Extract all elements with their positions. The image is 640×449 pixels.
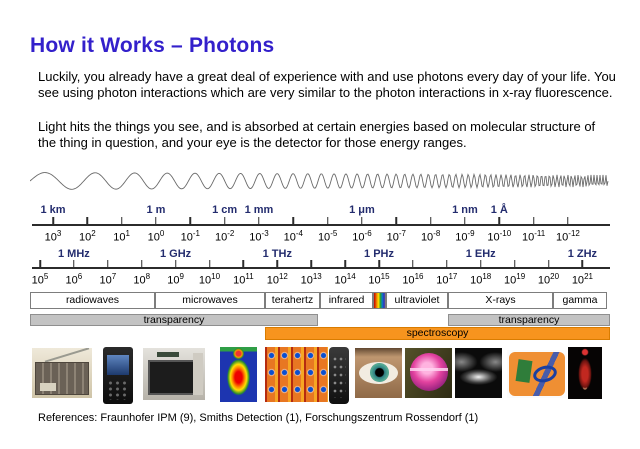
power-of-ten-label: $10^{-3}$: [249, 229, 269, 244]
band-radiowaves: radiowaves: [30, 292, 155, 309]
unit-label: 1 MHz: [58, 248, 90, 260]
human-eye-image: [355, 348, 402, 398]
spectrum-bands-row: [0, 292, 640, 309]
body-paragraph-1: Luckily, you already have a great deal of experience with and use photons every day of your life. You see using photon interactions which are very similar to the photon interactions in x-ray fluorescence.: [38, 69, 616, 100]
wavelength-unit-labels-row: [0, 204, 640, 218]
references-line: References: Fraunhofer IPM (9), Smiths Detection (1), Forschungszentrum Rossendorf (1): [38, 412, 479, 424]
ruler-tick: [499, 217, 501, 224]
unit-label: 1 PHz: [364, 248, 394, 260]
ruler-tick: [464, 217, 466, 224]
ruler-tick: [52, 217, 54, 224]
ruler-tick: [121, 217, 123, 224]
page-title: How it Works – Photons: [30, 34, 275, 57]
unit-label: 1 Å: [490, 204, 508, 216]
unit-label: 1 km: [40, 204, 66, 216]
body-paragraph-2: Light hits the things you see, and is absorbed at certain energies based on molecular structure of the thing in question, and your eye is the detector for those energy ranges.: [38, 119, 596, 150]
power-of-ten-label: $10^{21}$: [571, 272, 593, 287]
ruler-tick: [243, 260, 245, 267]
band-terahertz: terahertz: [265, 292, 320, 309]
power-of-ten-label: $10^3$: [44, 229, 62, 244]
ruler-tick: [175, 260, 177, 267]
ruler-tick: [277, 260, 279, 267]
unit-label: 1 mm: [244, 204, 274, 216]
microwave-oven-image: [143, 348, 205, 400]
wavelength-ruler-ticks: [0, 217, 640, 224]
power-of-ten-label: $10^{-11}$: [522, 229, 546, 244]
ruler-tick: [582, 260, 584, 267]
power-of-ten-label: $10^{12}$: [266, 272, 288, 287]
power-of-ten-label: $10^{-1}$: [180, 229, 200, 244]
gamma-ray-image: [568, 347, 602, 399]
power-of-ten-label: $10^{-2}$: [214, 229, 235, 244]
band-microwaves: microwaves: [155, 292, 265, 309]
ruler-tick: [107, 260, 109, 267]
ruler-tick: [73, 260, 75, 267]
power-of-ten-label: $10^7$: [99, 272, 117, 287]
band-x-rays: X-rays: [448, 292, 553, 309]
ruler-tick: [446, 260, 448, 267]
wavelength-ruler-line: [32, 224, 610, 226]
terahertz-body-scan-image: [220, 347, 257, 402]
power-of-ten-label: $10^{-8}$: [420, 229, 441, 244]
ruler-tick: [293, 217, 295, 224]
ruler-tick: [141, 260, 143, 267]
ruler-tick: [258, 217, 260, 224]
ruler-tick: [39, 260, 41, 267]
power-of-ten-label: $10^{-10}$: [487, 229, 512, 244]
ruler-tick: [412, 260, 414, 267]
power-of-ten-label: $10^{-12}$: [556, 229, 580, 244]
power-of-ten-label: $10^{-4}$: [283, 229, 303, 244]
power-of-ten-label: $10^{14}$: [334, 272, 356, 287]
power-of-ten-label: $10^5$: [31, 272, 49, 287]
luggage-xray-scan-image: [507, 350, 567, 398]
power-of-ten-label: $10^{17}$: [436, 272, 458, 287]
unit-label: 1 μm: [349, 204, 375, 216]
ruler-tick: [567, 217, 569, 224]
power-of-ten-label: $10^{-6}$: [352, 229, 372, 244]
wavelength-exponents-row: [0, 229, 640, 245]
ruler-tick: [396, 217, 398, 224]
ruler-tick: [224, 217, 226, 224]
ruler-tick: [344, 260, 346, 267]
ruler-tick: [87, 217, 89, 224]
mobile-phone-image: [103, 347, 133, 404]
power-of-ten-label: $10^{16}$: [402, 272, 424, 287]
ruler-tick: [190, 217, 192, 224]
transparency-bar-left: transparency: [30, 314, 318, 326]
frequency-ruler-line: [32, 267, 610, 269]
frequency-ruler-ticks: [0, 260, 640, 267]
power-of-ten-label: $10^{13}$: [300, 272, 322, 287]
unit-label: 1 EHz: [465, 248, 496, 260]
unit-label: 1 GHz: [160, 248, 192, 260]
tv-remote-control-image: [329, 347, 349, 404]
power-of-ten-label: $10^2$: [78, 229, 96, 244]
ruler-tick: [155, 217, 157, 224]
power-of-ten-label: $10^{15}$: [368, 272, 390, 287]
band-ultraviolet: ultraviolet: [386, 292, 448, 309]
power-of-ten-label: $10^{10}$: [198, 272, 221, 287]
chirp-wave-icon: [30, 168, 610, 194]
dental-panoramic-xray-image: [455, 348, 502, 398]
ruler-tick: [533, 217, 535, 224]
transparency-bar-right: transparency: [448, 314, 610, 326]
ruler-tick: [430, 217, 432, 224]
visible-light-band: [373, 292, 386, 309]
power-of-ten-label: $10^{11}$: [233, 272, 254, 287]
ruler-tick: [327, 217, 329, 224]
band-infrared: infrared: [320, 292, 373, 309]
power-of-ten-label: $10^8$: [133, 272, 151, 287]
unit-label: 1 cm: [212, 204, 238, 216]
unit-label: 1 nm: [452, 204, 478, 216]
ruler-tick: [310, 260, 312, 267]
power-of-ten-label: $10^0$: [147, 229, 165, 244]
power-of-ten-label: $10^{20}$: [537, 272, 560, 287]
ruler-tick: [361, 217, 363, 224]
band-gamma: gamma: [553, 292, 607, 309]
terahertz-pipe-scan-image: [265, 347, 328, 402]
power-of-ten-label: $10^1$: [113, 229, 131, 244]
power-of-ten-label: $10^{-7}$: [386, 229, 406, 244]
ruler-tick: [480, 260, 482, 267]
unit-label: 1 ZHz: [567, 248, 598, 260]
ruler-tick: [209, 260, 211, 267]
radio-receiver-image: [32, 348, 92, 398]
ruler-tick: [378, 260, 380, 267]
power-of-ten-label: $10^6$: [65, 272, 83, 287]
power-of-ten-label: $10^{-9}$: [455, 229, 475, 244]
power-of-ten-label: $10^{-5}$: [317, 229, 338, 244]
power-of-ten-label: $10^9$: [167, 272, 184, 287]
unit-label: 1 THz: [262, 248, 292, 260]
power-of-ten-label: $10^{19}$: [504, 272, 526, 287]
unit-label: 1 m: [146, 204, 166, 216]
frequency-exponents-row: [0, 272, 640, 288]
spectroscopy-bar: spectroscopy: [265, 327, 610, 340]
ruler-tick: [548, 260, 550, 267]
power-of-ten-label: $10^{18}$: [470, 272, 492, 287]
ruler-tick: [514, 260, 516, 267]
uv-plasma-disc-image: [405, 348, 452, 398]
